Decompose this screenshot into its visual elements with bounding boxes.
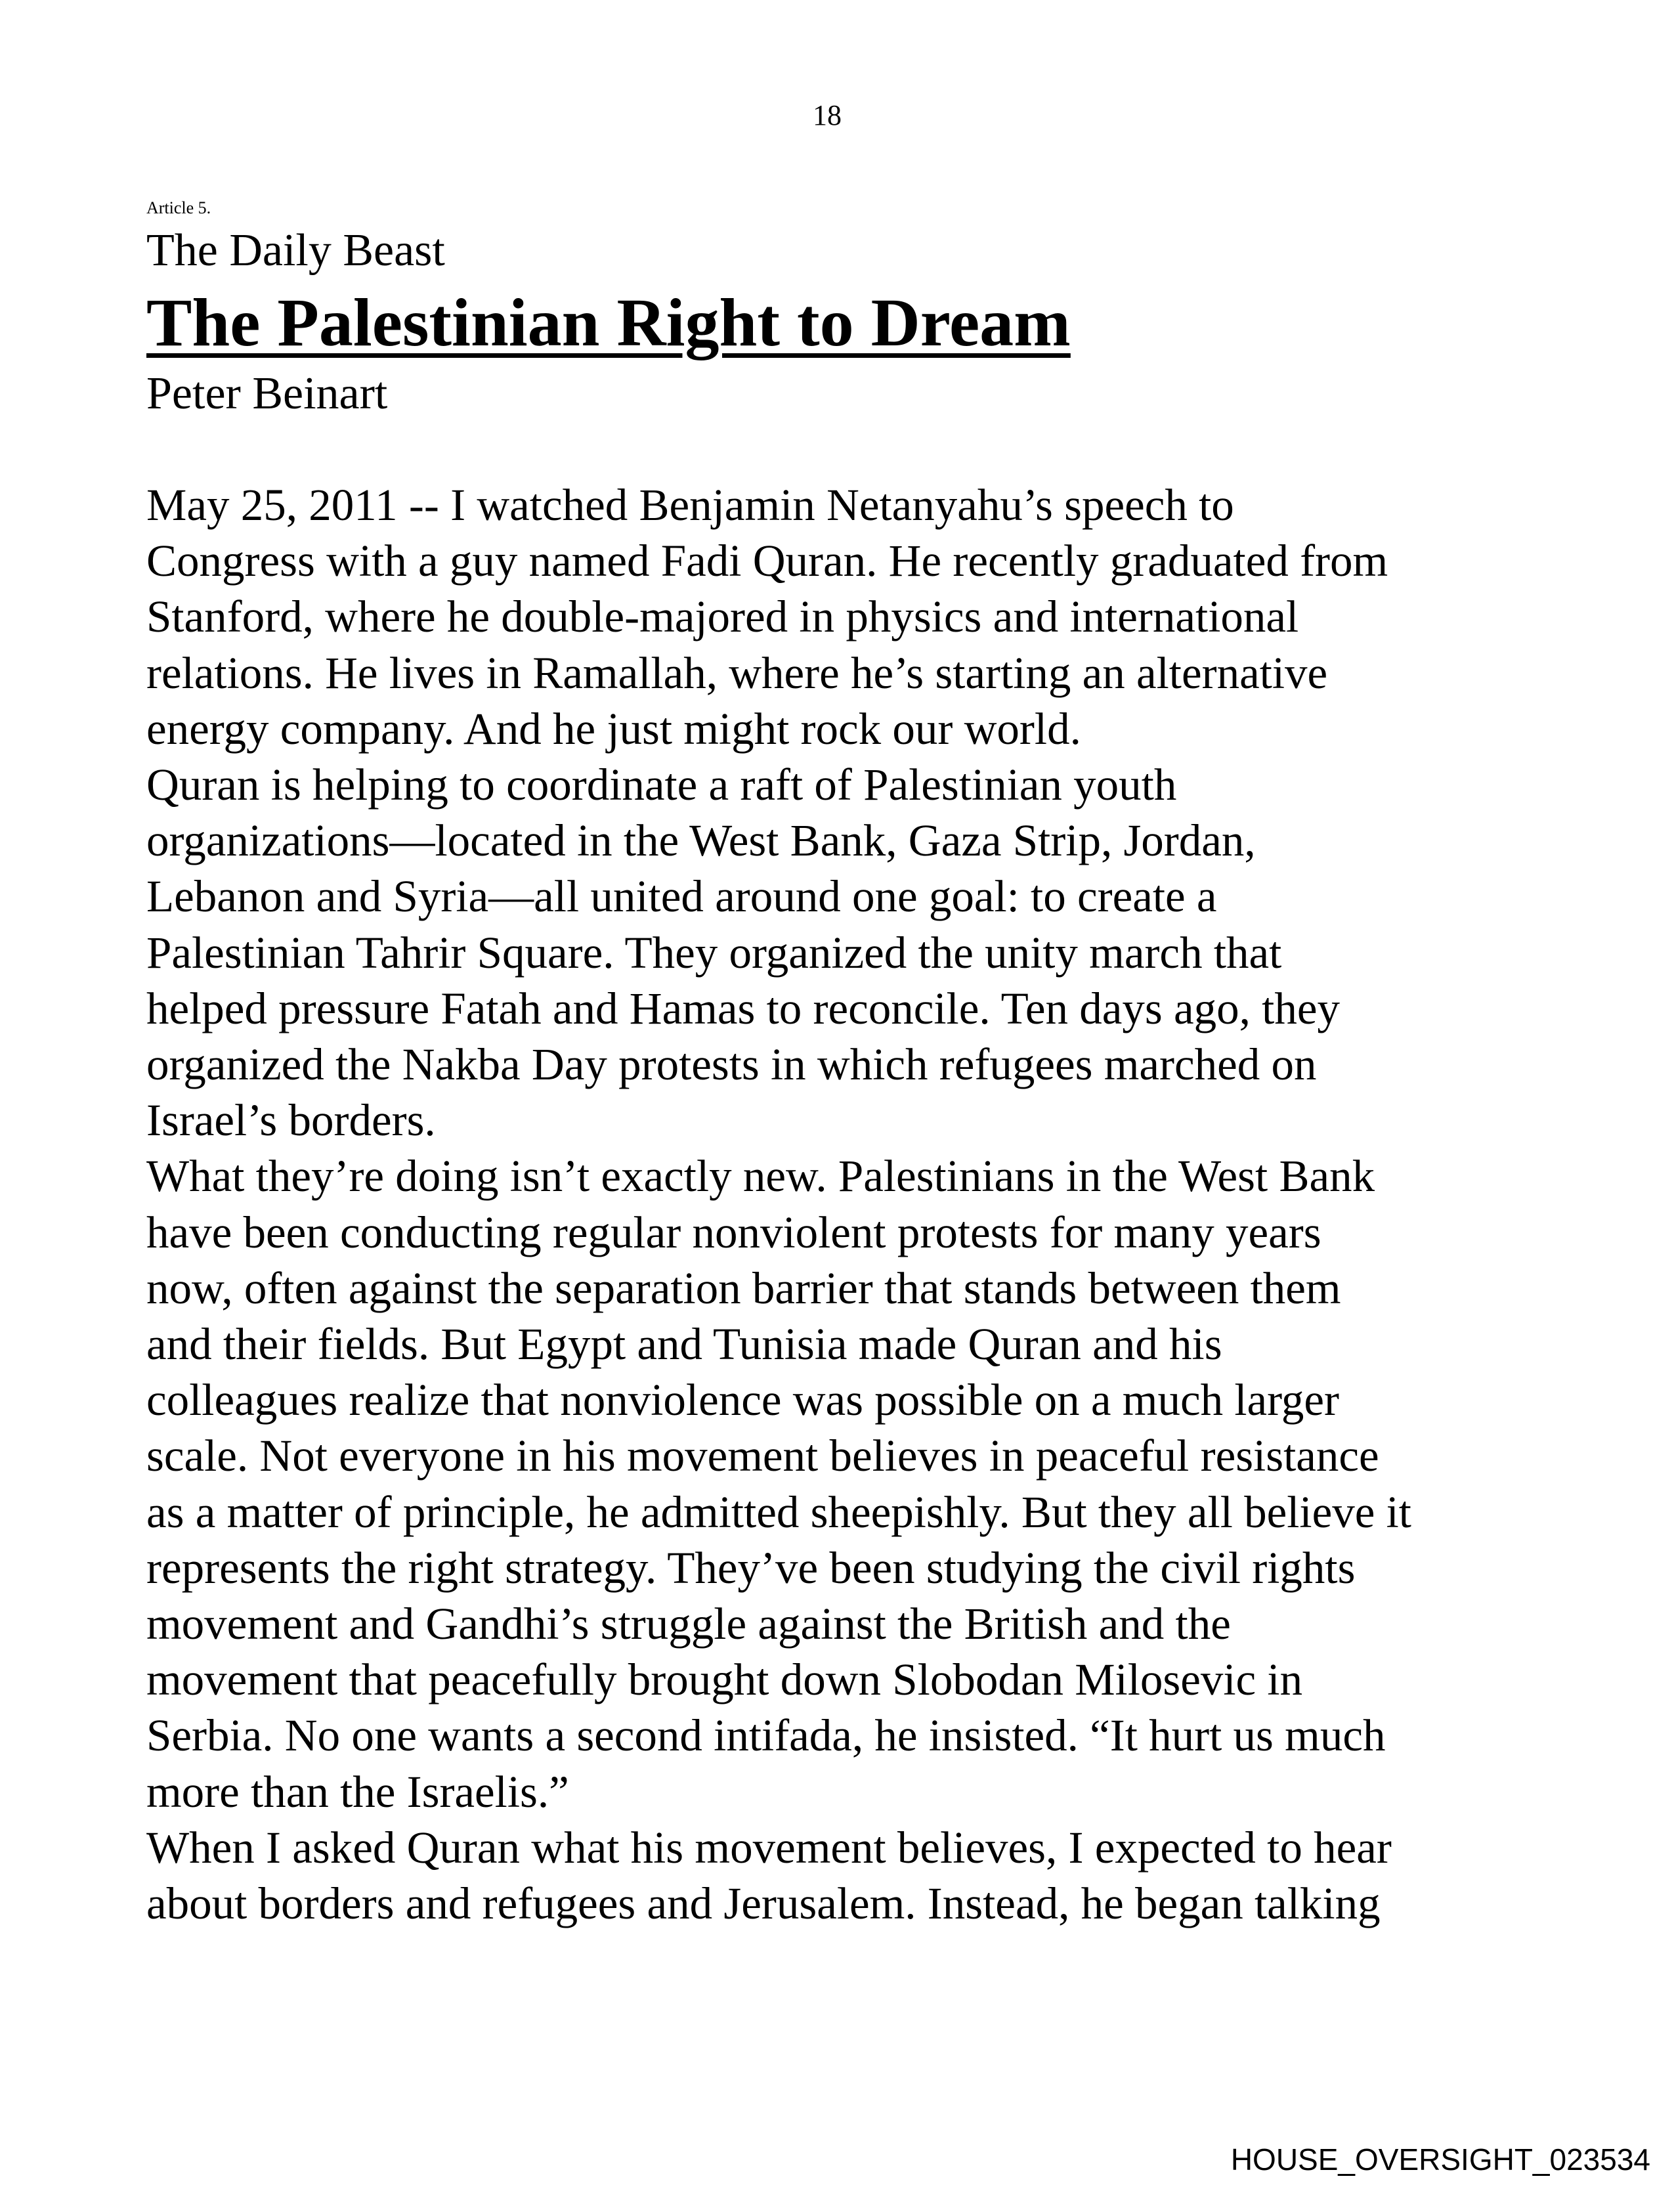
body-line: Israel’s borders. xyxy=(146,1095,436,1146)
body-line: Stanford, where he double-majored in physics and international xyxy=(146,592,1299,642)
body-line: scale. Not everyone in his movement believes in peaceful resistance xyxy=(146,1431,1379,1481)
body-line: organized the Nakba Day protests in which refugees marched on xyxy=(146,1039,1317,1090)
body-line: and their fields. But Egypt and Tunisia made Quran and his xyxy=(146,1319,1222,1370)
author: Peter Beinart xyxy=(146,368,388,419)
body-line: relations. He lives in Ramallah, where he’s starting an alternative xyxy=(146,647,1328,698)
body-line: as a matter of principle, he admitted sheepishly. But they all believe it xyxy=(146,1486,1411,1537)
body-line: What they’re doing isn’t exactly new. Palestinians in the West Bank xyxy=(146,1151,1375,1202)
body-line: Serbia. No one wants a second intifada, he insisted. “It hurt us much xyxy=(146,1710,1386,1761)
article-title: The Palestinian Right to Dream xyxy=(146,285,1071,360)
body-line: Palestinian Tahrir Square. They organized the unity march that xyxy=(146,927,1282,978)
body-line: about borders and refugees and Jerusalem. Instead, he began talking xyxy=(146,1878,1381,1929)
body-line: represents the right strategy. They’ve been studying the civil rights xyxy=(146,1542,1356,1593)
body-line: organizations—located in the West Bank, Gaza Strip, Jordan, xyxy=(146,815,1256,866)
body-line: May 25, 2011 -- I watched Benjamin Netanyahu’s speech to xyxy=(146,480,1234,530)
body-line: helped pressure Fatah and Hamas to reconcile. Ten days ago, they xyxy=(146,983,1340,1033)
article-label: Article 5. xyxy=(146,198,211,217)
body-line: Quran is helping to coordinate a raft of Palestinian youth xyxy=(146,760,1177,810)
body-line: energy company. And he just might rock our world. xyxy=(146,703,1081,754)
document-id-footer: HOUSE_OVERSIGHT_023534 xyxy=(1230,2142,1650,2177)
body-line: Congress with a guy named Fadi Quran. He recently graduated from xyxy=(146,536,1388,586)
body-line: Lebanon and Syria—all united around one goal: to create a xyxy=(146,871,1217,922)
article-body xyxy=(146,477,1411,1932)
body-line: movement and Gandhi’s struggle against the British and the xyxy=(146,1599,1231,1649)
publication-name: The Daily Beast xyxy=(146,225,445,276)
page-number: 18 xyxy=(813,99,842,131)
body-line: colleagues realize that nonviolence was possible on a much larger xyxy=(146,1375,1339,1425)
body-line: When I asked Quran what his movement believes, I expected to hear xyxy=(146,1822,1392,1873)
body-line: movement that peacefully brought down Slobodan Milosevic in xyxy=(146,1655,1303,1705)
body-line: have been conducting regular nonviolent protests for many years xyxy=(146,1207,1321,1257)
body-line: now, often against the separation barrier that stands between them xyxy=(146,1263,1341,1313)
body-line: more than the Israelis.” xyxy=(146,1766,569,1817)
